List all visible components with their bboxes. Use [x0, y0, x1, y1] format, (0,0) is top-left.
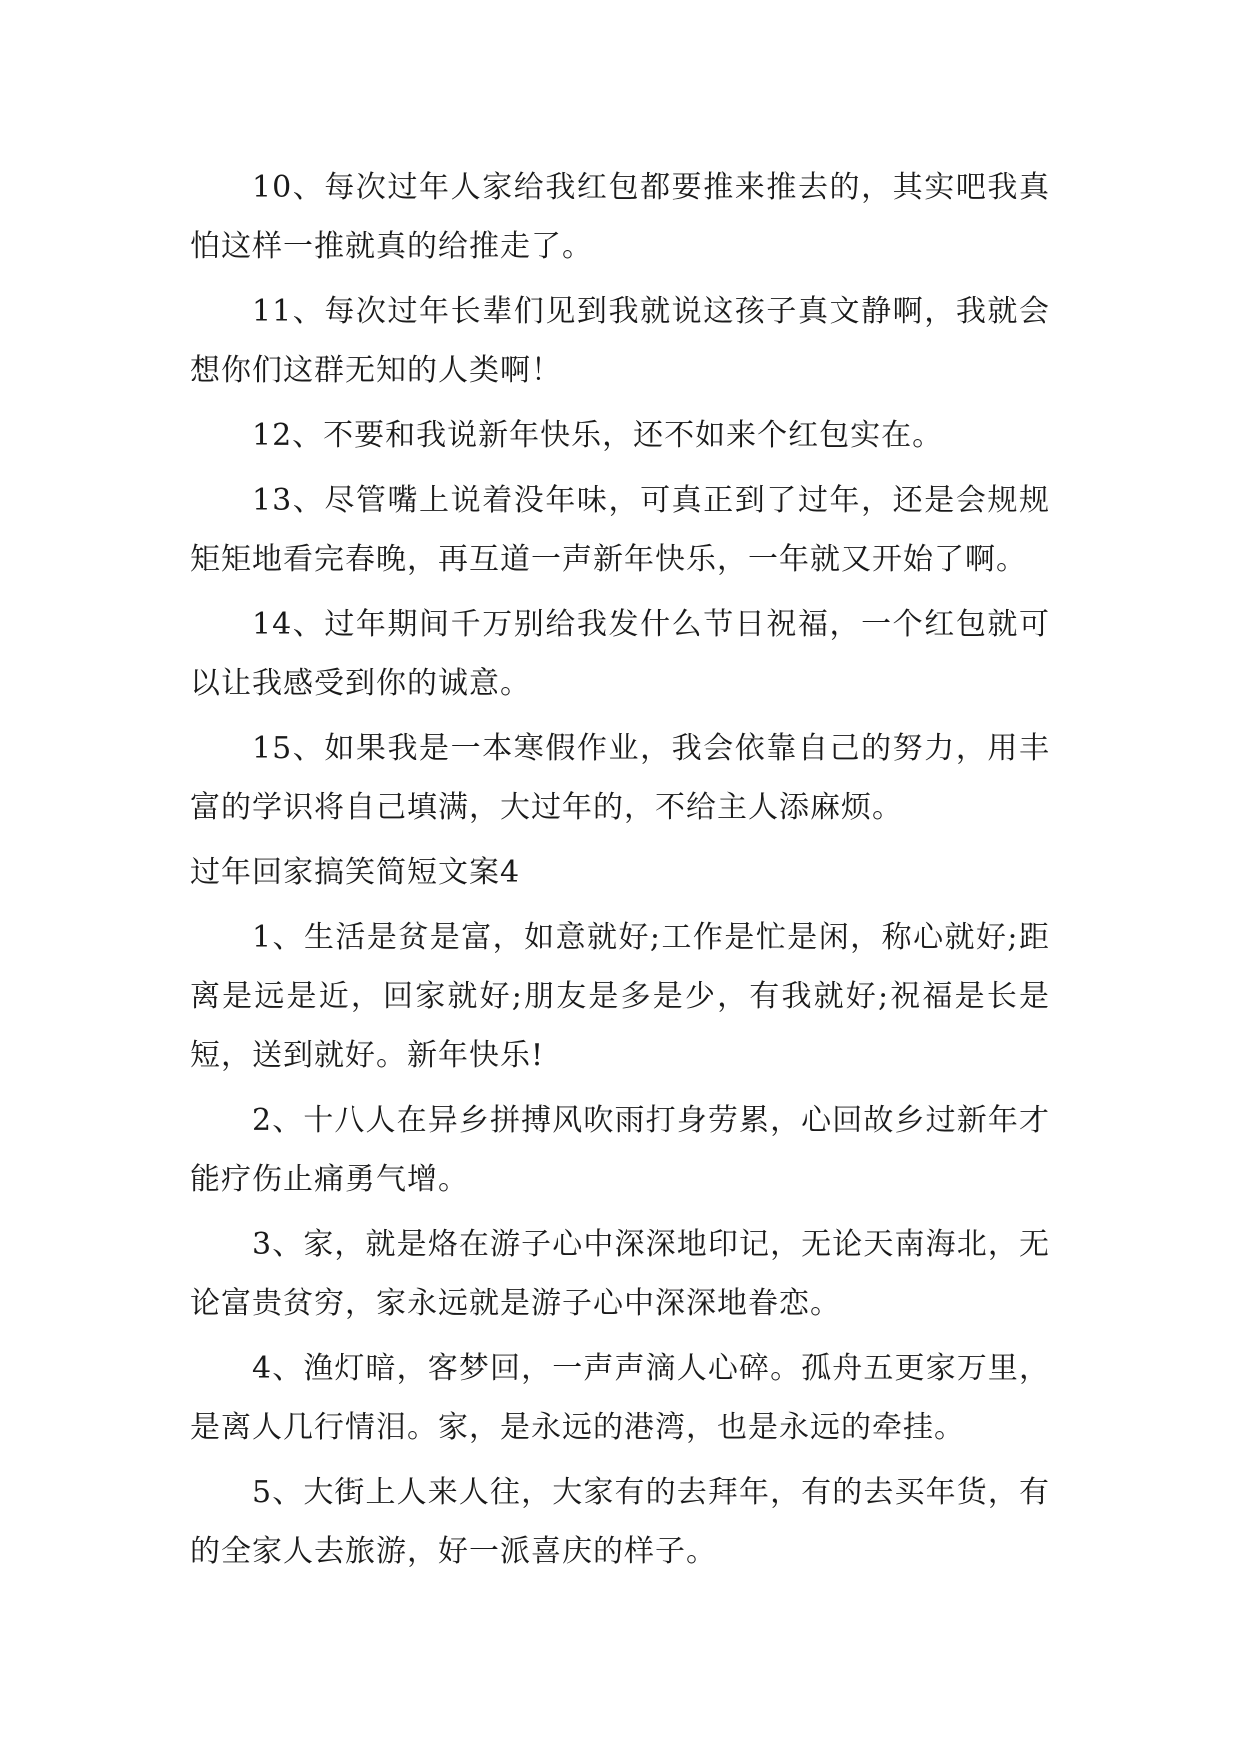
paragraph-item-15: 15、如果我是一本寒假作业，我会依靠自己的努力，用丰富的学识将自己填满，大过年的，不给主人添麻烦。 — [190, 731, 1050, 825]
paragraph-item-11: 11、每次过年长辈们见到我就说这孩子真文静啊，我就会想你们这群无知的人类啊！ — [190, 294, 1050, 388]
paragraph-item-14: 14、过年期间千万别给我发什么节日祝福，一个红包就可以让我感受到你的诚意。 — [190, 607, 1050, 701]
paragraph-item-10: 10、每次过年人家给我红包都要推来推去的，其实吧我真怕这样一推就真的给推走了。 — [190, 170, 1050, 264]
paragraph-item-5: 5、大街上人来人往，大家有的去拜年，有的去买年货，有的全家人去旅游，好一派喜庆的样子。 — [190, 1475, 1050, 1569]
paragraph-item-2: 2、十八人在异乡拼搏风吹雨打身劳累，心回故乡过新年才能疗伤止痛勇气增。 — [190, 1103, 1050, 1197]
paragraph-item-3: 3、家，就是烙在游子心中深深地印记，无论天南海北，无论富贵贫穷，家永远就是游子心中深深地眷恋。 — [190, 1227, 1050, 1321]
paragraph-item-1: 1、生活是贫是富，如意就好;工作是忙是闲，称心就好;距离是远是近，回家就好;朋友是多是少，有我就好;祝福是长是短，送到就好。新年快乐! — [190, 920, 1050, 1073]
paragraph-item-13: 13、尽管嘴上说着没年味，可真正到了过年，还是会规规矩矩地看完春晚，再互道一声新年快乐，一年就又开始了啊。 — [190, 483, 1050, 577]
section-heading: 过年回家搞笑简短文案4 — [190, 855, 521, 890]
document-body — [190, 158, 1050, 1587]
paragraph-item-12: 12、不要和我说新年快乐，还不如来个红包实在。 — [252, 418, 944, 453]
paragraph-item-4: 4、渔灯暗，客梦回，一声声滴人心碎。孤舟五更家万里，是离人几行情泪。家，是永远的港湾，也是永远的牵挂。 — [190, 1351, 1050, 1445]
